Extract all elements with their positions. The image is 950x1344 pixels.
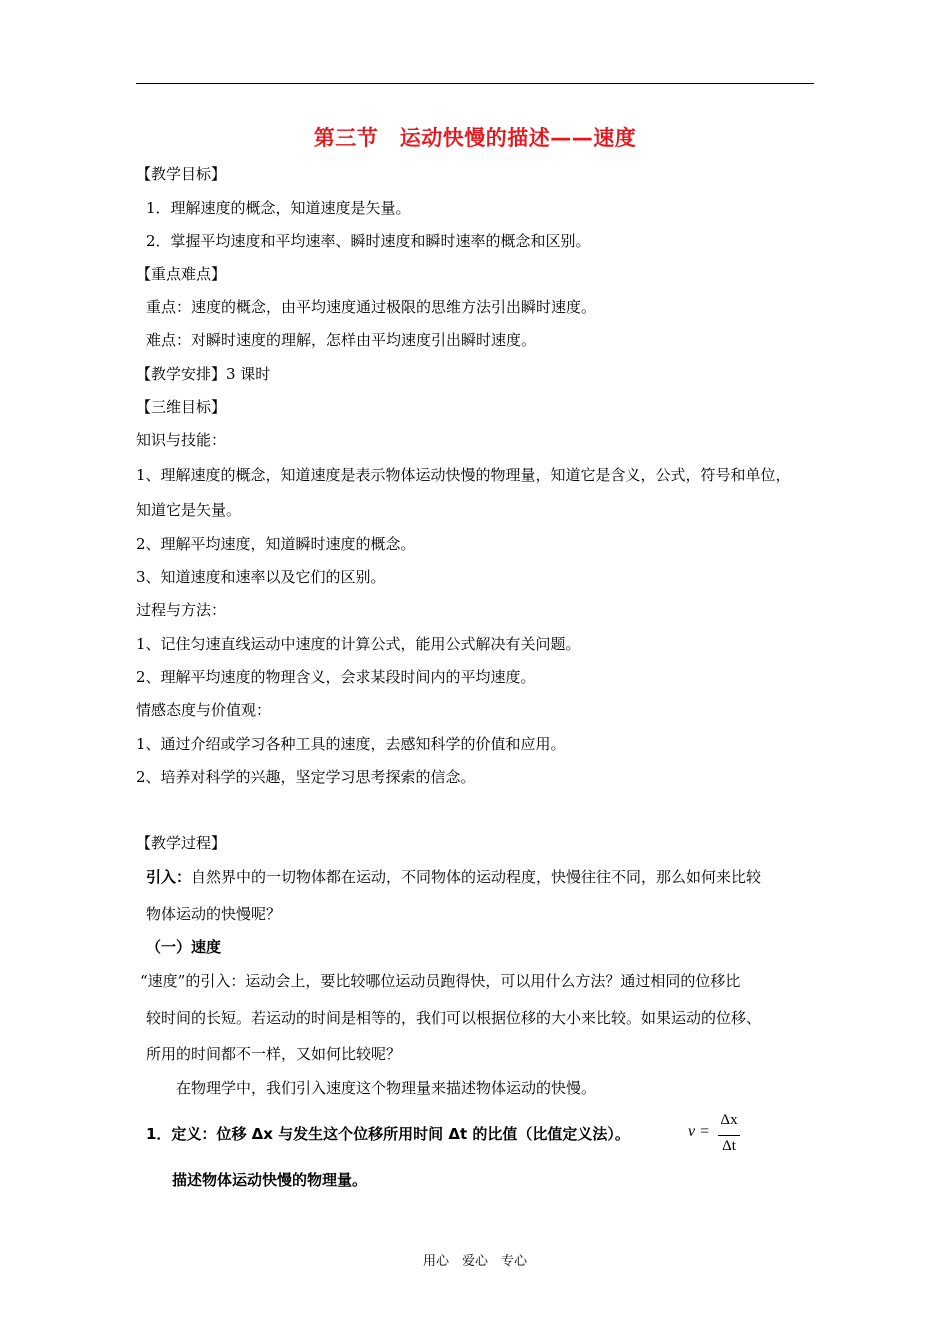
intro-paragraph-line (146, 867, 761, 887)
paragraph-line: 1、记住匀速直线运动中速度的计算公式，能用公式解决有关问题。 (136, 635, 581, 653)
section-heading-three-dimensional-goals: 【三维目标】 (136, 398, 227, 416)
page-footer: 用心 爱心 专心 (422, 1254, 527, 1269)
intro-label: 引入： (146, 868, 192, 886)
page-title: 第三节 运动快慢的描述——速度 (313, 126, 637, 150)
paragraph-line: 1、通过介绍或学习各种工具的速度，去感知科学的价值和应用。 (136, 735, 566, 753)
fraction-bar (718, 1135, 740, 1136)
subheading-knowledge-skills: 知识与技能： (136, 431, 227, 449)
paragraph-line: “速度”的引入：运动会上，要比较哪位运动员跑得快，可以用什么方法？通过相同的位移比 (140, 972, 741, 990)
header-rule (136, 83, 814, 84)
paragraph-line: 1、理解速度的概念，知道速度是表示物体运动快慢的物理量，知道它是含义，公式，符号和单位， (136, 466, 791, 484)
objective-item: 1．理解速度的概念，知道速度是矢量。 (146, 199, 411, 217)
formula-numerator: Δx (720, 1112, 738, 1128)
paragraph-line: 2、理解平均速度的物理含义，会求某段时间内的平均速度。 (136, 668, 536, 686)
section-heading-objectives: 【教学目标】 (136, 165, 227, 183)
objective-item: 2．掌握平均速度和平均速率、瞬时速度和瞬时速率的概念和区别。 (146, 232, 591, 250)
paragraph-line: 2、理解平均速度，知道瞬时速度的概念。 (136, 535, 416, 553)
paragraph-line: 所用的时间都不一样，又如何比较呢？ (146, 1045, 402, 1063)
difficulty-text: 难点：对瞬时速度的理解，怎样由平均速度引出瞬时速度。 (146, 331, 537, 349)
paragraph-line: 在物理学中，我们引入速度这个物理量来描述物体运动的快慢。 (176, 1079, 597, 1097)
section-heading-key-points: 【重点难点】 (136, 265, 227, 283)
subheading-attitudes-values: 情感态度与价值观： (136, 701, 272, 719)
paragraph-line: 3、知道速度和速率以及它们的区别。 (136, 568, 386, 586)
paragraph-line: 知道它是矢量。 (136, 501, 242, 519)
paragraph-line: 物体运动的快慢呢？ (146, 905, 282, 923)
subsection-heading-speed: （一）速度 (146, 938, 222, 956)
paragraph-line: 较时间的长短。若运动的时间是相等的，我们可以根据位移的大小来比较。如果运动的位移、 (146, 1009, 762, 1027)
key-point-text: 重点：速度的概念，由平均速度通过极限的思维方法引出瞬时速度。 (146, 298, 597, 316)
definition-line: 1．定义：位移 Δx 与发生这个位移所用时间 Δt 的比值（比值定义法）。 (146, 1125, 630, 1143)
subheading-process-methods: 过程与方法： (136, 601, 227, 619)
section-heading-teaching-process: 【教学过程】 (136, 834, 227, 852)
paragraph-line: 2、培养对科学的兴趣，坚定学习思考探索的信念。 (136, 768, 476, 786)
definition-description: 描述物体运动快慢的物理量。 (172, 1171, 368, 1189)
formula-symbol: v = (688, 1123, 710, 1140)
intro-text: 自然界中的一切物体都在运动，不同物体的运动程度，快慢往往不同，那么如何来比较 (191, 868, 762, 886)
formula-denominator: Δt (722, 1138, 736, 1154)
schedule-text: 【教学安排】3 课时 (136, 365, 271, 383)
